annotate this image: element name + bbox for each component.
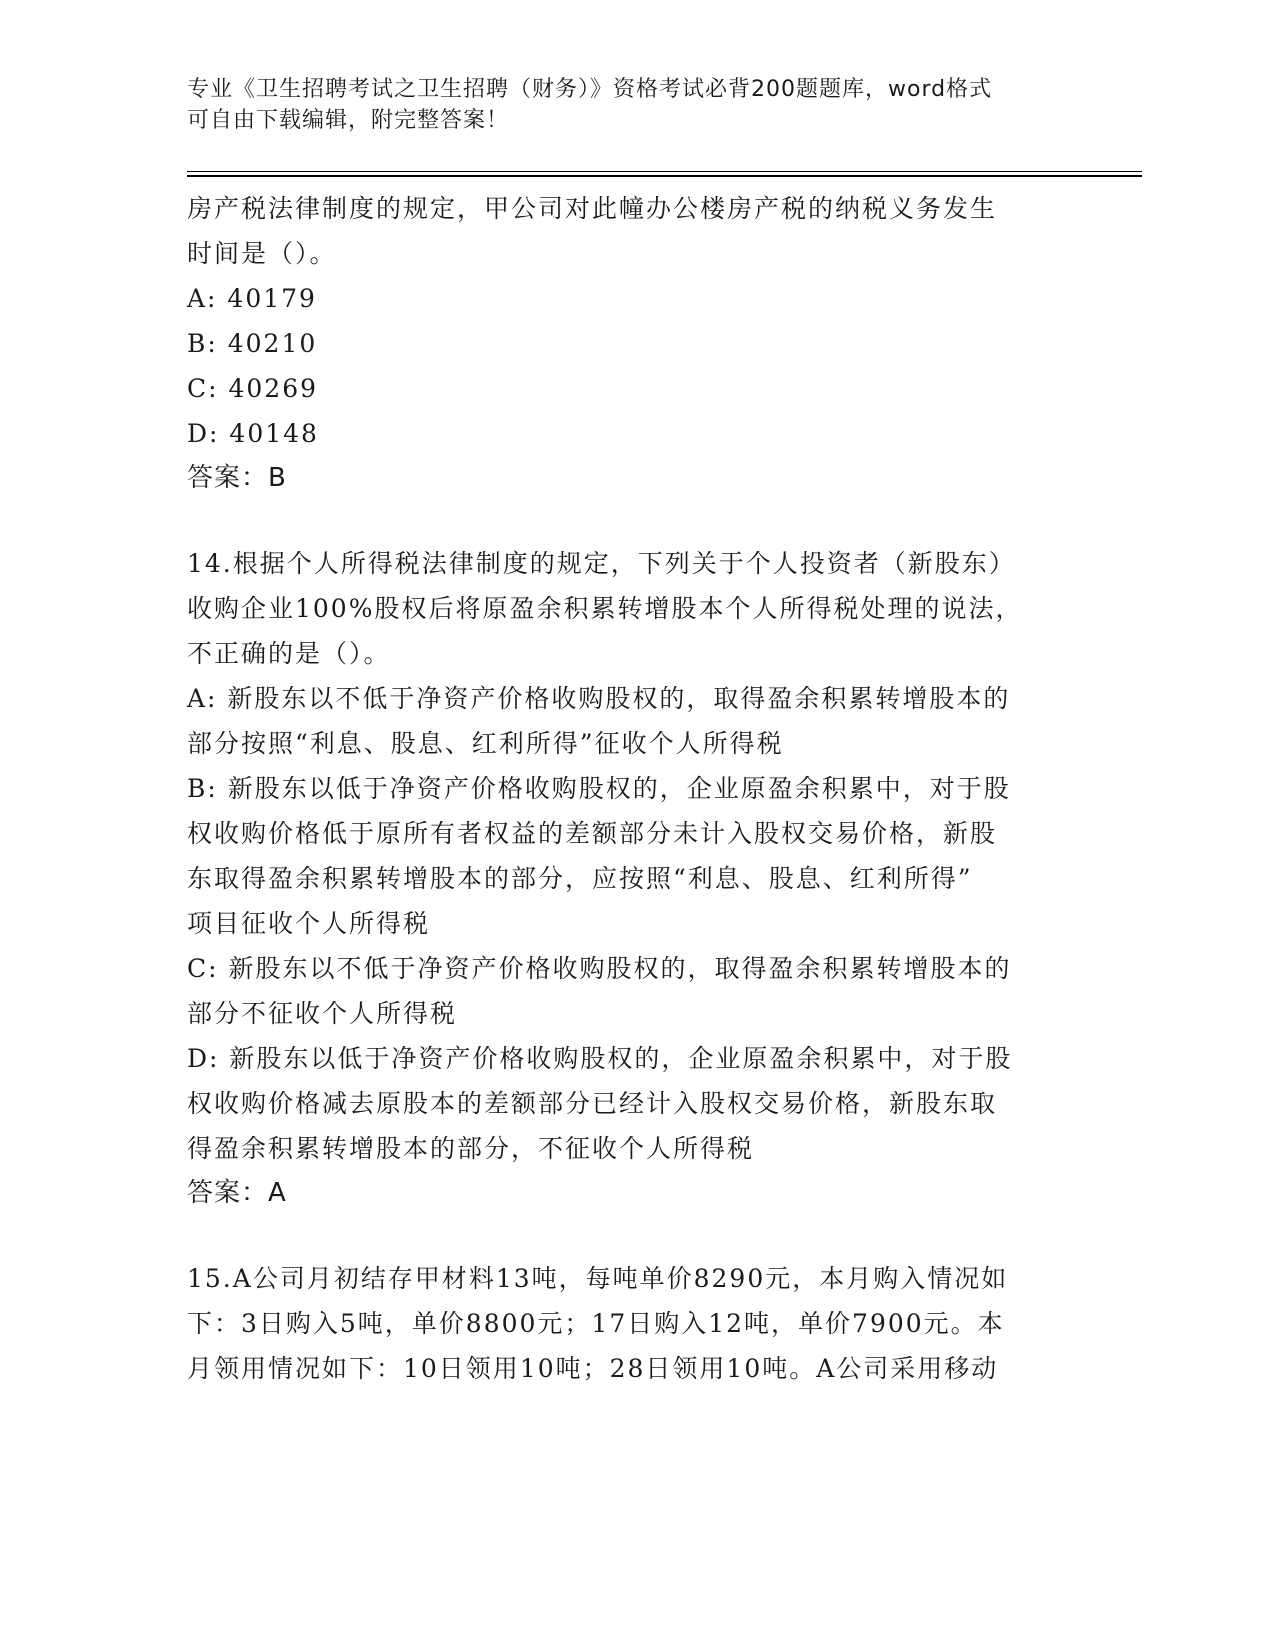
question-spacer bbox=[187, 501, 1087, 541]
header-title-line-2: 可自由下载编辑，附完整答案！ bbox=[187, 108, 510, 133]
page-header bbox=[187, 74, 1087, 136]
question-15 bbox=[187, 1256, 1087, 1391]
option-line: 权收购价格低于原所有者权益的差额部分未计入股权交易价格，新股 bbox=[187, 819, 998, 848]
question-spacer bbox=[187, 1216, 1087, 1256]
option-line: 部分不征收个人所得税 bbox=[187, 999, 458, 1028]
option-a: A: 40179 bbox=[187, 284, 317, 313]
answer-line: 答案：B bbox=[187, 463, 287, 493]
document-body bbox=[187, 186, 1087, 1391]
question-stem-line: 15.A公司月初结存甲材料13吨，每吨单价8290元，本月购入情况如 bbox=[187, 1264, 1009, 1293]
question-stem-line: 14.根据个人所得税法律制度的规定，下列关于个人投资者（新股东） bbox=[187, 549, 1016, 578]
question-stem-line: 不正确的是（）。 bbox=[187, 639, 391, 668]
option-c: C: 40269 bbox=[187, 374, 319, 403]
option-line: B: 新股东以低于净资产价格收购股权的，企业原盈余积累中，对于股 bbox=[187, 774, 1011, 803]
option-line: A: 新股东以不低于净资产价格收购股权的，取得盈余积累转增股本的 bbox=[187, 684, 1011, 713]
option-line: 权收购价格减去原股本的差额部分已经计入股权交易价格，新股东取 bbox=[187, 1089, 998, 1118]
option-b: B: 40210 bbox=[187, 329, 318, 358]
question-stem-line: 房产税法律制度的规定，甲公司对此幢办公楼房产税的纳税义务发生 bbox=[187, 194, 998, 223]
option-line: C: 新股东以不低于净资产价格收购股权的，取得盈余积累转增股本的 bbox=[187, 954, 1012, 983]
option-line: D: 新股东以低于净资产价格收购股权的，企业原盈余积累中，对于股 bbox=[187, 1044, 1013, 1073]
option-d: D: 40148 bbox=[187, 419, 319, 448]
header-divider-thin bbox=[187, 171, 1142, 172]
question-14 bbox=[187, 541, 1087, 1216]
question-stem-line: 收购企业100%股权后将原盈余积累转增股本个人所得税处理的说法， bbox=[187, 594, 1023, 623]
option-line: 东取得盈余积累转增股本的部分，应按照“利息、股息、红利所得” bbox=[187, 864, 973, 893]
question-stem-line: 下：3日购入5吨，单价8800元；17日购入12吨，单价7900元。本 bbox=[187, 1309, 1005, 1338]
question-stem-line: 时间是（）。 bbox=[187, 239, 337, 268]
question-13-continuation bbox=[187, 186, 1087, 501]
option-line: 得盈余积累转增股本的部分，不征收个人所得税 bbox=[187, 1134, 755, 1163]
answer-line: 答案：A bbox=[187, 1178, 287, 1208]
option-line: 项目征收个人所得税 bbox=[187, 909, 431, 938]
question-stem-line: 月领用情况如下：10日领用10吨；28日领用10吨。A公司采用移动 bbox=[187, 1354, 999, 1383]
header-divider-thick bbox=[187, 175, 1142, 177]
option-line: 部分按照“利息、股息、红利所得”征收个人所得税 bbox=[187, 729, 784, 758]
header-title-line-1: 专业《卫生招聘考试之卫生招聘（财务）》资格考试必背200题题库，word格式 bbox=[187, 77, 993, 102]
